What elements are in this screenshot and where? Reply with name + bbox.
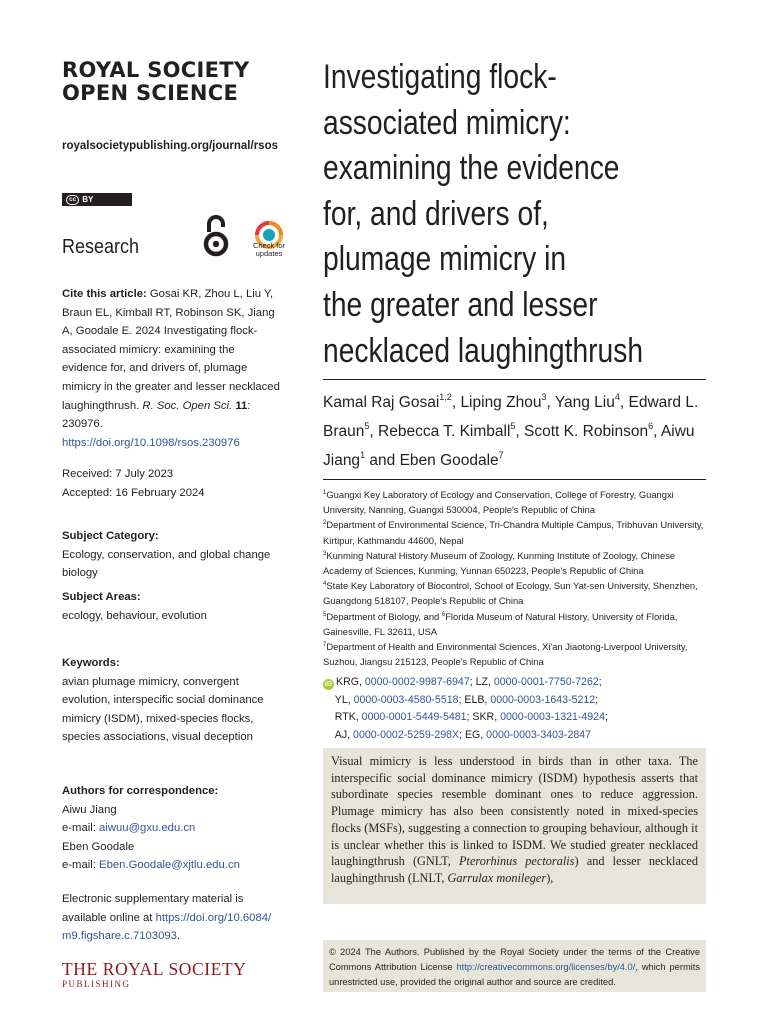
- dates-block: [62, 465, 282, 502]
- authors-divider: [323, 479, 706, 480]
- supplementary-link-1[interactable]: https://doi.org/10.6084/: [155, 911, 272, 924]
- orcid-initials: SKR: [472, 711, 495, 723]
- supplementary-link-2[interactable]: m9.figshare.c.7103093: [62, 930, 177, 943]
- citation-volume: 11: [235, 399, 248, 412]
- open-access-icon: [200, 212, 232, 258]
- author-affiliation: 7: [498, 450, 504, 460]
- abstract-text: Visual mimicry is less understood in birds than in other taxa. The interspecific social dominance mimicry (ISDM) hypothesis asserts that subordinate species resemble dominant ones to reduce aggression. Plumage mimicry has also been consistently noted in mixed-species flocks (MSFs), suggesting a connection to grouping behaviour, although it is unclear whether this is linked to ISDM. We studied greater necklaced laughingthrush (GNLT,: [331, 754, 698, 869]
- orcid-initials: AJ: [334, 728, 348, 741]
- subject-category-value: Ecology, conservation, and global change biology: [62, 548, 271, 580]
- orcid-list: iD KRG, 0000-0002-9987-6947; LZ, 0000-0001-7750-7262; YL, 0000-0003-4580-5518; ELB, 0000-0003-1643-5212; RTK, 0000-0001-5449-5481; SKR, 0000-0003-1321-4924; AJ, 0000-0002-5259-298X; EG, 0000-0003-3403-2847: [325, 676, 608, 741]
- email-label-2: e-mail:: [62, 859, 100, 872]
- article-type: Research: [62, 236, 140, 258]
- keywords-value: avian plumage mimicry, convergent evolution, interspecific social dominance mimicry (ISDM), mixed-species flocks, species associations, visual deception: [62, 675, 264, 744]
- subject-category-block: [62, 527, 282, 583]
- cc-icon: cc: [66, 195, 79, 205]
- citation-block: [62, 285, 282, 452]
- title-line-5: plumage mimicry in: [323, 240, 567, 279]
- keywords-block: [62, 654, 282, 747]
- affiliation-number: 3: [323, 550, 327, 557]
- article-title: [323, 55, 655, 374]
- subject-category-label: Subject Category:: [62, 530, 159, 542]
- author-separator: ,: [451, 394, 461, 411]
- cc-license-badge[interactable]: [62, 193, 132, 206]
- orcid-separator: ;: [459, 728, 465, 741]
- abstract-text-3: ),: [546, 870, 554, 885]
- orcid-link[interactable]: 0000-0003-3403-2847: [486, 728, 592, 741]
- title-line-3: examining the evidence: [323, 149, 620, 188]
- affiliation-item: [323, 517, 706, 547]
- check-for-updates-label[interactable]: Check for updates: [252, 241, 286, 258]
- email-label-1: e-mail:: [62, 822, 100, 835]
- author-affiliation: 1,2: [439, 392, 452, 402]
- email-link-2[interactable]: Eben.Goodale@xjtlu.edu.cn: [99, 859, 240, 872]
- affiliation-number: 1: [323, 490, 327, 496]
- author-name: Edward L. Braun: [323, 394, 699, 440]
- author-affiliation: 3: [541, 392, 547, 402]
- author-separator: ,: [653, 423, 661, 440]
- author-separator: and: [365, 452, 400, 469]
- orcid-separator: ;: [595, 693, 599, 706]
- orcid-separator: ;: [604, 711, 608, 723]
- journal-name: [62, 59, 249, 105]
- correspondence-label: Authors for correspondence:: [62, 785, 219, 797]
- orcid-initials: LZ: [475, 676, 488, 688]
- affiliation-number: 4: [323, 581, 327, 588]
- citation-text: Gosai KR, Zhou L, Liu Y, Braun EL, Kimball RT, Robinson SK, Jiang A, Goodale E. 2024 Investigating flock-associated mimicry: examining the evidence for, and drivers of, plumage mimicry in the greater and lesser necklaced laughingthrush.: [62, 288, 280, 412]
- abstract-species-1: Pterorhinus pectoralis: [459, 854, 575, 869]
- email-link-1[interactable]: aiwuu@gxu.edu.cn: [99, 822, 196, 835]
- author-name: Liping Zhou: [460, 394, 542, 411]
- orcid-separator: ;: [598, 676, 602, 688]
- publisher-name: THE ROYAL SOCIETY: [62, 959, 247, 979]
- affiliation-item: [323, 609, 706, 639]
- affiliation-number: 5: [323, 611, 327, 618]
- orcid-separator: ;: [466, 711, 473, 723]
- orcid-initials: YL: [334, 693, 348, 706]
- orcid-initials: RTK: [334, 711, 356, 723]
- orcid-initials: ELB: [464, 693, 485, 706]
- affiliation-number: 6: [441, 611, 446, 618]
- author-separator: ,: [619, 394, 629, 411]
- orcid-icon: iD: [325, 681, 332, 688]
- author-name: Yang Liu: [554, 394, 615, 411]
- title-line-7: necklaced laughingthrush: [323, 331, 644, 370]
- orcid-link[interactable]: 0000-0001-5449-5481: [361, 711, 467, 723]
- supplementary-end: .: [176, 930, 181, 943]
- subject-areas-block: [62, 588, 282, 625]
- citation-article-no: : 230976.: [62, 399, 251, 431]
- abstract-species-2: Garrulax monileger: [447, 870, 547, 885]
- affiliation-text: State Key Laboratory of Biocontrol, School of Ecology, Sun Yat-sen University, Shenzhen, Guangdong 518107, People's Republic of China: [323, 580, 698, 607]
- title-line-2: associated mimicry:: [323, 103, 571, 142]
- citation-doi-link[interactable]: https://doi.org/10.1098/rsos.230976: [62, 436, 240, 449]
- publisher-subtitle: PUBLISHING: [62, 979, 131, 989]
- orcid-initials: KRG: [336, 676, 359, 688]
- license-link[interactable]: http://creativecommons.org/licenses/by/4.0/: [456, 962, 636, 972]
- license-text-2: , which permits unrestricted use, provided the original author and source are credited.: [329, 962, 700, 987]
- affiliation-list: [323, 487, 706, 669]
- cc-by-label: BY: [82, 195, 94, 204]
- author-name: Eben Goodale: [399, 452, 499, 469]
- orcid-separator: ;: [458, 693, 465, 706]
- orcid-link[interactable]: 0000-0003-1321-4924: [500, 711, 605, 723]
- license-text: © 2024 The Authors. Published by the Royal Society under the terms of the Creative Commons Attribution License: [329, 947, 700, 972]
- keywords-label: Keywords:: [62, 657, 120, 669]
- author-affiliation: 6: [648, 421, 654, 431]
- title-line-6: the greater and lesser: [323, 285, 598, 324]
- subject-areas-value: ecology, behaviour, evolution: [62, 609, 207, 622]
- correspondence-block: [62, 782, 282, 875]
- author-affiliation: 5: [510, 421, 516, 431]
- abstract-box: [323, 748, 706, 904]
- affiliation-number: 7: [323, 642, 327, 649]
- received-date: Received: 7 July 2023: [62, 468, 174, 480]
- affiliation-item: [323, 639, 706, 669]
- affiliation-item: [323, 578, 706, 608]
- citation-journal: R. Soc. Open Sci.: [142, 399, 233, 412]
- affiliation-text: Florida Museum of Natural History, University of Florida, Gainesville, FL 32611, USA: [323, 610, 678, 637]
- accepted-date: Accepted: 16 February 2024: [62, 486, 205, 499]
- affiliation-text: Guangxi Key Laboratory of Ecology and Conservation, College of Forestry, Guangxi University, Nanning, Guangxi 530004, People's Republic of China: [323, 489, 674, 516]
- publisher-logo: [62, 960, 247, 989]
- abstract-text-2: ) and lesser necklaced laughingthrush (LNLT,: [331, 854, 698, 885]
- journal-url[interactable]: royalsocietypublishing.org/journal/rsos: [62, 140, 278, 152]
- journal-name-line1: ROYAL SOCIETY: [62, 58, 250, 82]
- orcid-link[interactable]: 0000-0002-5259-298X: [353, 728, 460, 741]
- orcid-separator: ;: [469, 676, 476, 688]
- affiliation-number: 2: [323, 520, 327, 527]
- correspondence-author-2: Eben Goodale: [62, 840, 135, 853]
- orcid-initials: EG: [464, 728, 481, 741]
- title-line-4: for, and drivers of,: [323, 194, 549, 233]
- supplementary-block: [62, 890, 282, 946]
- author-name: Kamal Raj Gosai: [323, 394, 440, 411]
- orcid-link[interactable]: 0000-0002-9987-6947: [364, 676, 470, 688]
- title-line-1: Investigating flock-: [323, 58, 557, 96]
- author-name: Aiwu Jiang: [323, 423, 695, 469]
- author-affiliation: 5: [364, 421, 370, 431]
- journal-name-line2: OPEN SCIENCE: [62, 81, 239, 105]
- author-separator: ,: [369, 423, 379, 440]
- affiliation-item: [323, 548, 706, 578]
- affiliation-text: Kunming Natural History Museum of Zoology, Kunming Institute of Zoology, Chinese Academy of Sciences, Kunming, Yunnan 650223, People's Republic of China: [323, 549, 676, 577]
- author-name: Rebecca T. Kimball: [378, 423, 511, 440]
- supplementary-text: Electronic supplementary material is available online at: [62, 893, 244, 924]
- affiliation-text: Department of Biology, and: [326, 610, 442, 622]
- correspondence-author-1: Aiwu Jiang: [62, 803, 117, 816]
- author-name: Scott K. Robinson: [524, 423, 649, 440]
- author-affiliation: 1: [360, 450, 366, 460]
- orcid-link[interactable]: 0000-0003-1643-5212: [490, 693, 596, 706]
- orcid-link[interactable]: 0000-0001-7750-7262: [493, 676, 599, 688]
- subject-areas-label: Subject Areas:: [62, 591, 141, 603]
- author-separator: ,: [546, 394, 555, 411]
- license-box: [323, 940, 706, 992]
- author-separator: ,: [515, 423, 525, 440]
- orcid-link[interactable]: 0000-0003-4580-5518: [353, 693, 459, 706]
- affiliation-text: Department of Environmental Science, Tri-Chandra Multiple Campus, Tribhuvan University, Kirtipur, Kathmandu 44600, Nepal: [323, 519, 704, 546]
- affiliation-text: Department of Health and Environmental Sciences, Xi'an Jiaotong-Liverpool University, Suzhou, Jiangsu 215123, People's Republic of China: [323, 641, 688, 668]
- author-list: [323, 388, 706, 475]
- citation-label: Cite this article:: [62, 288, 147, 300]
- title-divider: [323, 379, 706, 380]
- author-affiliation: 4: [614, 392, 620, 402]
- affiliation-item: [323, 487, 706, 517]
